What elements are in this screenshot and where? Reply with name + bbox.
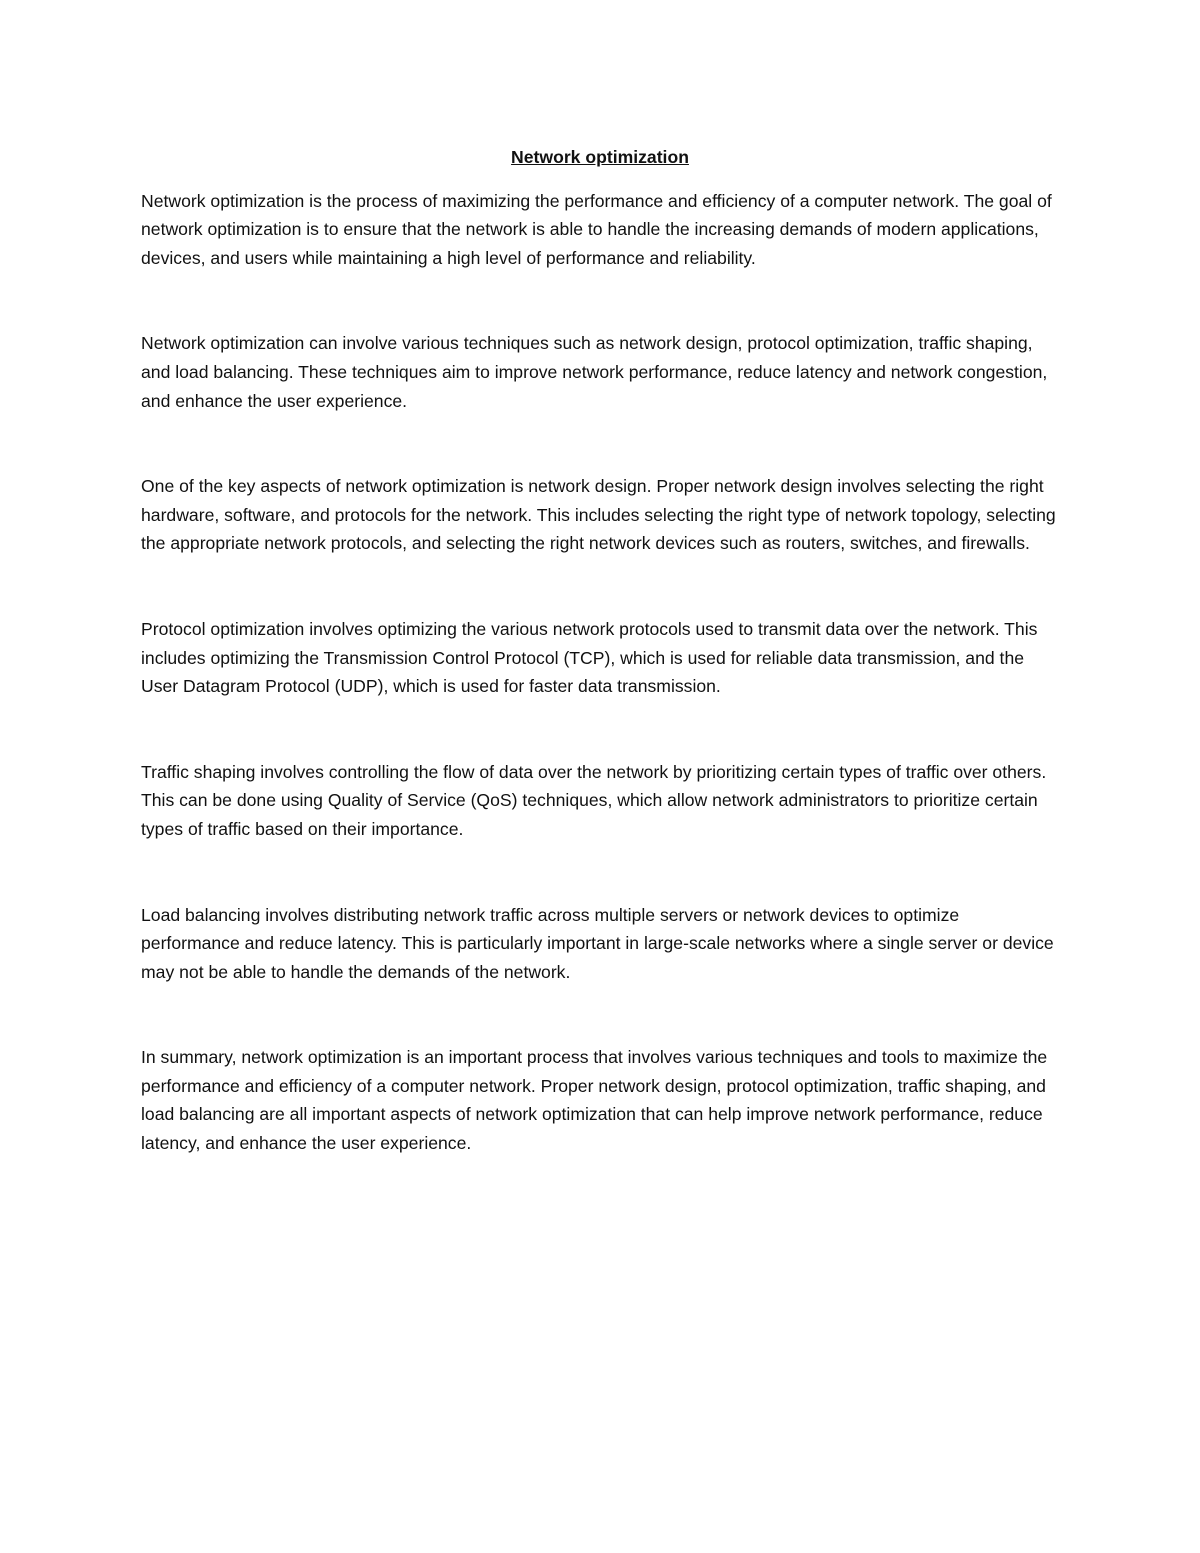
paragraph-network-design: One of the key aspects of network optimization is network design. Proper network design involves selecting the right hardware, software, and protocols for the network. This includes selecting the right type of network topology, selecting the appropriate network protocols, and selecting the right network devices such as routers, switches, and firewalls. [141, 476, 1056, 554]
paragraph-summary: In summary, network optimization is an important process that involves various techniques and tools to maximize the performance and efficiency of a computer network. Proper network design, protocol optimization, traffic shaping, and load balancing are all important aspects of network optimization that can help improve network performance, reduce latency, and enhance the user experience. [141, 1047, 1048, 1154]
paragraph-introduction: Network optimization is the process of maximizing the performance and efficiency of a computer network. The goal of network optimization is to ensure that the network is able to handle the increasing demands of modern applications, devices, and users while maintaining a high level of performance and reliability. [141, 190, 1052, 268]
paragraph-techniques: Network optimization can involve various techniques such as network design, protocol optimization, traffic shaping, and load balancing. These techniques aim to improve network performance, reduce latency and network congestion, and enhance the user experience. [141, 333, 1048, 411]
paragraph-traffic-shaping: Traffic shaping involves controlling the flow of data over the network by prioritizing certain types of traffic over others. This can be done using Quality of Service (QoS) techniques, which allow network administrators to prioritize certain types of traffic based on their importance. [141, 761, 1047, 839]
document-title: Network optimization [511, 147, 689, 167]
paragraph-protocol-optimization: Protocol optimization involves optimizing the various network protocols used to transmit data over the network. This includes optimizing the Transmission Control Protocol (TCP), which is used for reliable data transmission, and the User Datagram Protocol (UDP), which is used for faster data transmission. [141, 618, 1038, 697]
paragraph-load-balancing: Load balancing involves distributing network traffic across multiple servers or network devices to optimize performance and reduce latency. This is particularly important in large-scale networks where a single server or device may not be able to handle the demands of the network. [141, 904, 1054, 982]
document-body [141, 143, 1059, 1158]
